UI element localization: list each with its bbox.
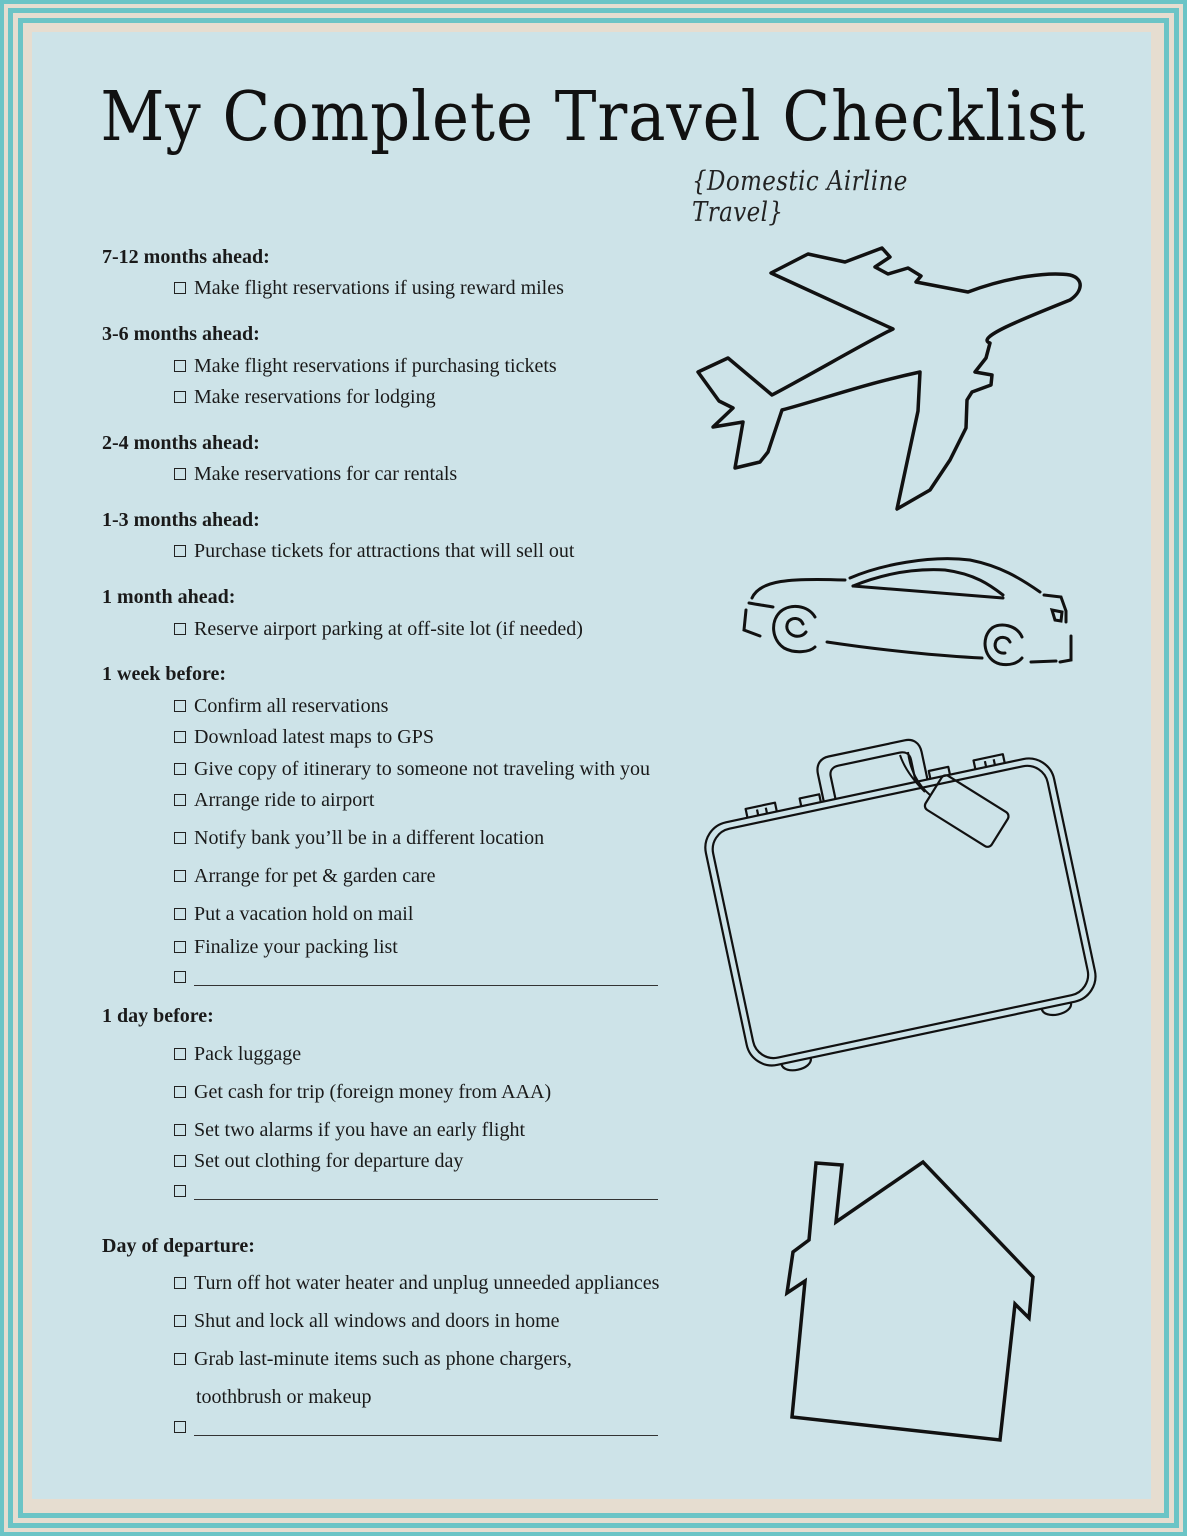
section-heading: 2-4 months ahead: <box>102 432 260 454</box>
house-icon <box>787 1162 1033 1440</box>
section-heading: 1 week before: <box>102 663 227 685</box>
item-label-continuation: toothbrush or makeup <box>196 1386 372 1408</box>
item-label: Finalize your packing list <box>194 936 398 958</box>
section-heading: 1-3 months ahead: <box>102 509 260 531</box>
item-label: Put a vacation hold on mail <box>194 903 414 925</box>
item-label: Make reservations for car rentals <box>194 463 458 485</box>
item-label: Purchase tickets for attractions that will sell out <box>194 540 575 562</box>
page-title: My Complete Travel Checklist <box>100 78 1087 157</box>
item-label: Get cash for trip (foreign money from AAA) <box>194 1081 552 1103</box>
item-label: Pack luggage <box>194 1043 302 1065</box>
item-label: Grab last-minute items such as phone chargers, <box>194 1348 572 1370</box>
item-label: Give copy of itinerary to someone not traveling with you <box>194 758 651 780</box>
section-heading: Day of departure: <box>102 1235 255 1257</box>
item-label: Reserve airport parking at off-site lot (if needed) <box>194 618 583 640</box>
section-heading: 3-6 months ahead: <box>102 323 260 345</box>
section-heading: 1 day before: <box>102 1005 214 1027</box>
section-heading: 1 month ahead: <box>102 586 236 608</box>
item-label: Make flight reservations if using reward miles <box>194 277 564 299</box>
item-label: Turn off hot water heater and unplug unneeded appliances <box>194 1272 660 1294</box>
item-label: Arrange for pet & garden care <box>194 865 436 887</box>
item-label: Shut and lock all windows and doors in home <box>194 1310 560 1332</box>
section-heading: 7-12 months ahead: <box>102 246 270 268</box>
item-label: Make flight reservations if purchasing tickets <box>194 355 557 377</box>
item-label: Confirm all reservations <box>194 695 389 717</box>
suitcase-icon <box>692 712 1103 1079</box>
item-label: Set out clothing for departure day <box>194 1150 464 1172</box>
item-label: Notify bank you’ll be in a different location <box>194 827 545 849</box>
page-subtitle: {Domestic Airline Travel} <box>692 166 908 228</box>
car-icon <box>744 559 1071 665</box>
item-label: Make reservations for lodging <box>194 386 436 408</box>
item-label: Download latest maps to GPS <box>194 726 434 748</box>
item-label: Arrange ride to airport <box>194 789 375 811</box>
item-label: Set two alarms if you have an early flight <box>194 1119 526 1141</box>
airplane-icon <box>698 248 1080 509</box>
